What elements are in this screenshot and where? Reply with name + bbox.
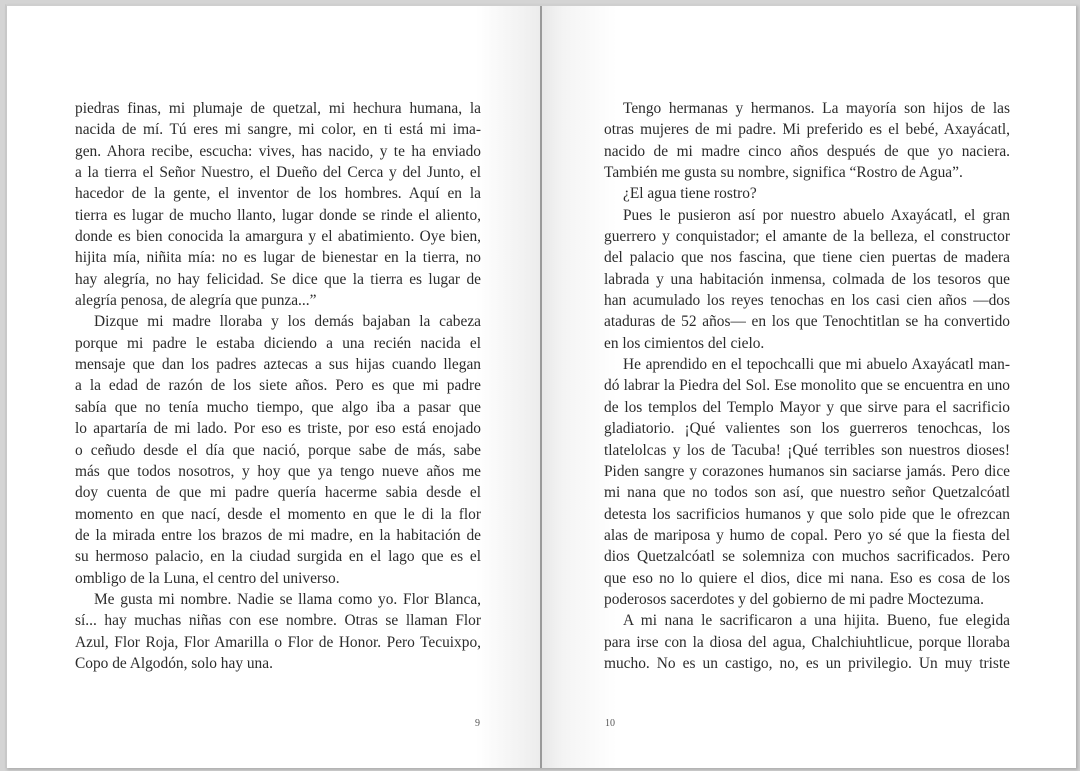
text-line: su hermoso palacio, en la ciudad surgida en el lago que es el [75,548,481,566]
text-line: otras mujeres de mi padre. Mi preferido es el bebé, Axayácatl, [604,121,1010,139]
paragraph [75,589,481,674]
text-line: labrada y una habitación inmensa, colmada de los tesoros que [604,270,1010,288]
text-line: A mi nana le sacrificaron a una hijita. Bueno, fue elegida [623,612,1010,630]
paragraph [604,610,1010,674]
text-line: a la tierra el Señor Nuestro, el Dueño del Cerca y del Junto, el [75,164,481,182]
text-line: han acumulado los reyes tenochas en los casi cien años —dos [604,292,1010,310]
text-line: hay alegría, no hay felicidad. Se dice que la tierra es lugar de [75,270,481,288]
text-line: en los cimientos del cielo. [604,334,765,352]
text-line: mi nana que no todos son así, que nuestro señor Quetzalcóatl [604,484,1010,502]
text-line: piedras finas, mi plumaje de quetzal, mi hechura humana, la [75,100,481,117]
text-line: del palacio que nos fascina, que tiene cien puertas de madera [604,249,1010,267]
left-page-body [75,98,481,674]
page-number-left: 9 [475,718,480,729]
text-line: alas de mariposa y humo de copal. Pero yo sé que la fiesta del [604,526,1010,544]
text-line: gen. Ahora recibe, escucha: vives, has nacido, y te ha enviado [75,142,481,160]
text-line: a la edad de razón de los siete años. Pero es que mi padre [75,377,481,395]
text-line: donde es bien conocida la amargura y el abatimiento. Oye bien, [75,228,481,246]
right-page [542,6,1076,768]
text-line: tierra es lugar de mucho llanto, lugar donde se rinde el aliento, [75,206,481,224]
text-line: mucho. No es un castigo, no, es un privilegio. Un muy triste [604,654,1010,672]
text-line: hijita mía, niñita mía: no es lugar de bienestar en la tierra, no [75,249,481,267]
text-line: doy cuenta de que mi padre quería hacerme sabia desde el [75,484,481,502]
text-line: o ceñudo desde el día que nació, porque sabe de más, sabe [75,441,481,459]
text-line: momento en que nací, desde el momento en que le di la flor [75,505,481,523]
text-line: Tengo hermanas y hermanos. La mayoría son hijos de las [623,100,1010,117]
text-line: ombligo de la Luna, el centro del universo. [75,569,340,587]
text-line: de los templos del Templo Mayor y que sirve para el sacrificio [604,398,1010,416]
text-line: Azul, Flor Roja, Flor Amarilla o Flor de Honor. Pero Tecuixpo, [75,633,481,651]
text-line: para irse con la diosa del agua, Chalchiuhtlicue, porque lloraba [604,633,1010,651]
paragraph [75,311,481,588]
text-line: dó labrar la Piedra del Sol. Ese monolito que se encuentra en uno [604,377,1010,395]
text-line: También me gusta su nombre, significa “Rostro de Agua”. [604,164,963,182]
text-line: detesta los sacrificios humanos y que solo pide que le ofrezcan [604,505,1010,523]
text-line: Dizque mi madre lloraba y los demás bajaban la cabeza [94,313,481,331]
page-number-right: 10 [605,718,615,729]
text-line: tlatelolcas y los de Tacuba! ¡Qué terribles son nuestros dioses! [604,441,1010,459]
text-line: sí... hay muchas niñas con ese nombre. Otras se llaman Flor [75,612,481,630]
text-line: porque mi padre le estaba diciendo a una recién nacida el [75,334,481,352]
right-page-body [604,98,1010,674]
text-line: ataduras de 52 años— en los que Tenochtitlan se ha convertido [604,313,1010,331]
text-line: Copo de Algodón, solo hay una. [75,654,273,672]
text-line: Me gusta mi nombre. Nadie se llama como yo. Flor Blanca, [94,590,481,608]
paragraph [604,183,1010,204]
text-line: gladiatorio. ¡Qué valientes son los guerreros tenochcas, los [604,420,1010,438]
text-line: poderosos sacerdotes y del gobierno de mi padre Moctezuma. [604,590,984,608]
text-line: hacedor de la gente, el inventor de los hombres. Aquí en la [75,185,481,203]
left-page [7,6,540,768]
text-line: nacido de mi madre cinco años después de que yo naciera. [604,142,1010,160]
text-line: Piden sangre y corazones humanos sin saciarse jamás. Pero dice [604,462,1010,480]
text-line: alegría penosa, de alegría que punza...” [75,292,317,310]
text-line: que eso no lo quiere el dios, dice mi nana. Eso es cosa de los [604,569,1010,587]
paragraph [604,98,1010,183]
text-line: ¿El agua tiene rostro? [623,185,757,203]
text-line: dios Quetzalcóatl se solemniza con muchos sacrificados. Pero [604,548,1010,566]
text-line: sabía que no tenía mucho tiempo, que algo iba a pasar que [75,398,481,416]
text-line: mensaje que dan los padres aztecas a sus hijas cuando llegan [75,356,481,374]
paragraph [604,205,1010,354]
text-line: de la mirada entre los brazos de mi madre, en la habitación de [75,526,481,544]
paragraph [75,98,481,311]
text-line: más que todos nosotros, y hoy que ya tengo nueve años me [75,462,481,480]
text-line: He aprendido en el tepochcalli que mi abuelo Axayácatl man- [623,356,1010,374]
text-line: nacida de mí. Tú eres mi sangre, mi color, en ti está mi ima- [75,121,481,139]
text-line: guerrero y conquistador; el amante de la belleza, el constructor [604,228,1010,246]
paragraph [604,354,1010,610]
text-line: lo apartaría de mi lado. Por eso es triste, por eso está enojado [75,420,481,438]
text-line: Pues le pusieron así por nuestro abuelo Axayácatl, el gran [623,206,1010,224]
book-spread [5,4,1076,768]
